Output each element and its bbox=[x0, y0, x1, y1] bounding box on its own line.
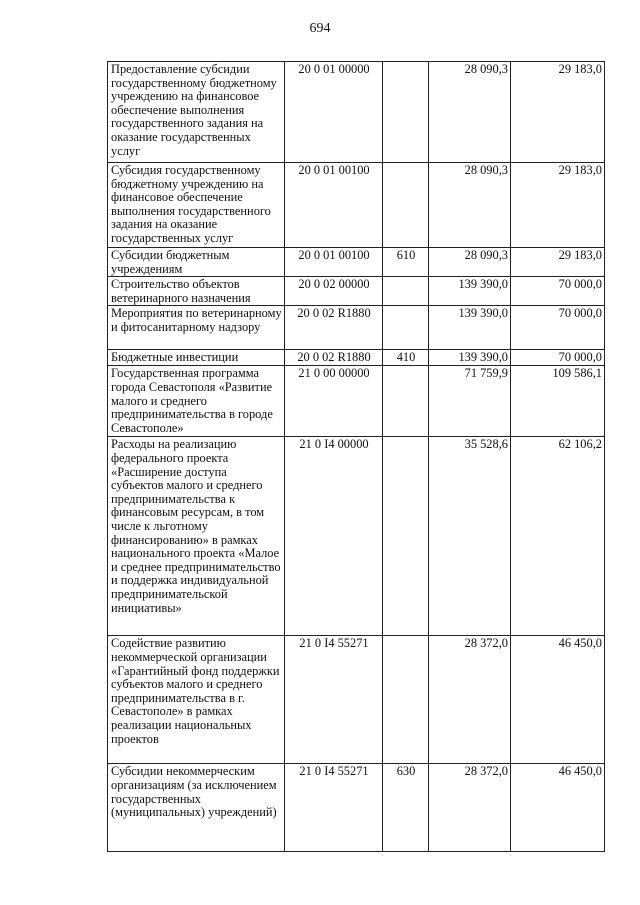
row-code: 20 0 02 R1880 bbox=[285, 306, 383, 350]
row-name: Содействие развитию некоммерческой организации «Гарантийный фонд поддержки субъектов малого и среднего предпринимательства в г. Севастополе» в рамках реализации национальных проектов bbox=[108, 636, 285, 764]
row-type bbox=[383, 437, 429, 636]
table-row bbox=[108, 163, 605, 248]
row-code: 21 0 I4 00000 bbox=[285, 437, 383, 636]
row-name: Строительство объектов ветеринарного назначения bbox=[108, 277, 285, 306]
row-value-1: 139 390,0 bbox=[429, 306, 511, 350]
row-value-2: 29 183,0 bbox=[511, 248, 605, 277]
row-value-2: 46 450,0 bbox=[511, 764, 605, 852]
budget-table bbox=[107, 61, 605, 852]
row-value-2: 109 586,1 bbox=[511, 366, 605, 437]
row-value-1: 28 090,3 bbox=[429, 163, 511, 248]
row-code: 20 0 02 R1880 bbox=[285, 350, 383, 366]
row-type bbox=[383, 306, 429, 350]
row-name: Субсидия государственному бюджетному учреждению на финансовое обеспечение выполнения государственного задания на оказание государственных услуг bbox=[108, 163, 285, 248]
row-value-1: 139 390,0 bbox=[429, 350, 511, 366]
row-type: 610 bbox=[383, 248, 429, 277]
row-name: Государственная программа города Севастополя «Развитие малого и среднего предпринимательства в городе Севастополе» bbox=[108, 366, 285, 437]
table-row bbox=[108, 764, 605, 852]
row-value-1: 71 759,9 bbox=[429, 366, 511, 437]
row-code: 20 0 02 00000 bbox=[285, 277, 383, 306]
row-value-1: 139 390,0 bbox=[429, 277, 511, 306]
row-code: 21 0 00 00000 bbox=[285, 366, 383, 437]
row-type bbox=[383, 636, 429, 764]
row-value-2: 62 106,2 bbox=[511, 437, 605, 636]
row-name: Субсидии бюджетным учреждениям bbox=[108, 248, 285, 277]
row-value-1: 28 090,3 bbox=[429, 62, 511, 163]
row-value-2: 29 183,0 bbox=[511, 62, 605, 163]
row-value-1: 28 372,0 bbox=[429, 764, 511, 852]
row-value-1: 28 372,0 bbox=[429, 636, 511, 764]
row-value-2: 70 000,0 bbox=[511, 277, 605, 306]
row-code: 21 0 I4 55271 bbox=[285, 764, 383, 852]
page-number: 694 bbox=[309, 21, 331, 36]
table-row bbox=[108, 350, 605, 366]
row-value-1: 35 528,6 bbox=[429, 437, 511, 636]
row-code: 20 0 01 00100 bbox=[285, 163, 383, 248]
table-row bbox=[108, 636, 605, 764]
row-code: 21 0 I4 55271 bbox=[285, 636, 383, 764]
row-name: Мероприятия по ветеринарному и фитосанитарному надзору bbox=[108, 306, 285, 350]
row-name: Субсидии некоммерческим организациям (за исключением государственных (муниципальных) учреждений) bbox=[108, 764, 285, 852]
row-type bbox=[383, 277, 429, 306]
row-name: Бюджетные инвестиции bbox=[108, 350, 285, 366]
row-value-2: 46 450,0 bbox=[511, 636, 605, 764]
row-type bbox=[383, 366, 429, 437]
table-row bbox=[108, 62, 605, 163]
row-type: 630 bbox=[383, 764, 429, 852]
row-value-2: 29 183,0 bbox=[511, 163, 605, 248]
row-value-1: 28 090,3 bbox=[429, 248, 511, 277]
row-type bbox=[383, 163, 429, 248]
row-type bbox=[383, 62, 429, 163]
row-value-2: 70 000,0 bbox=[511, 306, 605, 350]
row-name: Расходы на реализацию федерального проекта «Расширение доступа субъектов малого и среднего предпринимательства к финансовым ресурсам, в том числе к льготному финансированию» в рамках национального проекта «Малое и среднее предпринимательство и поддержка индивидуальной предпринимательской инициативы» bbox=[108, 437, 285, 636]
table-row bbox=[108, 437, 605, 636]
table-row bbox=[108, 366, 605, 437]
row-code: 20 0 01 00000 bbox=[285, 62, 383, 163]
row-code: 20 0 01 00100 bbox=[285, 248, 383, 277]
table-row bbox=[108, 306, 605, 350]
row-value-2: 70 000,0 bbox=[511, 350, 605, 366]
row-name: Предоставление субсидии государственному бюджетному учреждению на финансовое обеспечение выполнения государственного задания на оказание государственных услуг bbox=[108, 62, 285, 163]
row-type: 410 bbox=[383, 350, 429, 366]
table-row bbox=[108, 248, 605, 277]
table-row bbox=[108, 277, 605, 306]
